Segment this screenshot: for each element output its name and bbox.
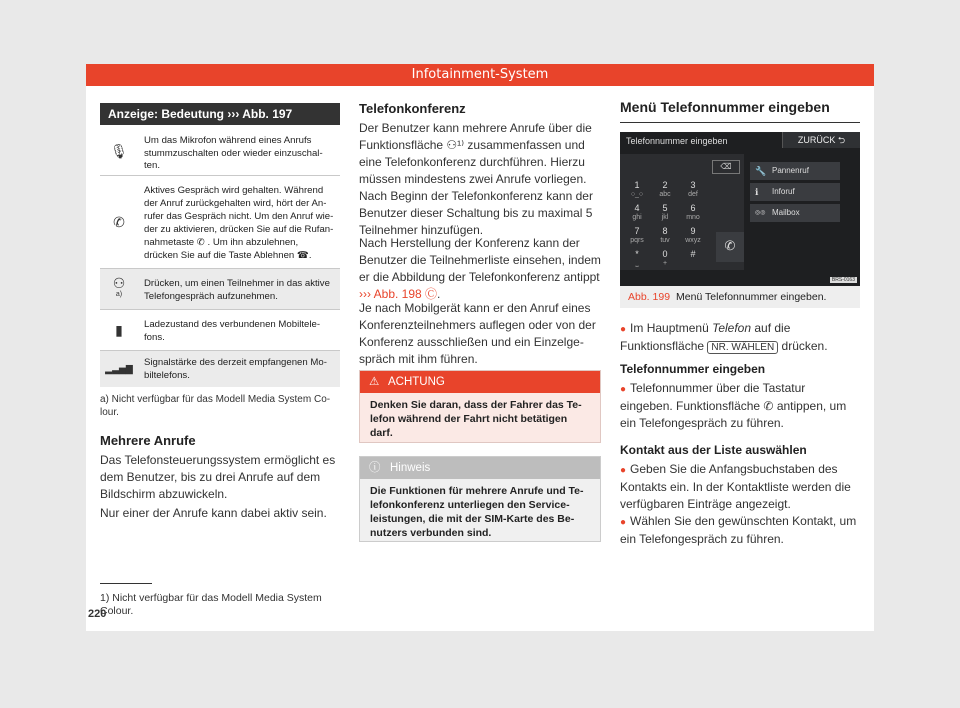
sub-heading: Kontakt aus der Liste auswählen xyxy=(620,443,807,457)
wrench-icon: 🔧 xyxy=(755,166,767,176)
battery-icon: ▮ xyxy=(115,321,123,338)
keypad-key[interactable]: 2 abc xyxy=(659,180,671,198)
table-cell-text: Drücken, um einen Teilnehmer in das aktive Telefongespräch aufzunehmen. xyxy=(144,278,330,302)
inforuf-button[interactable]: ℹ Inforuf xyxy=(750,183,840,201)
paragraph: Das Telefonsteuerungssystem ermöglicht es dem Benutzer, bis zu drei Anrufe auf dem Bildschirm abzuwickeln. xyxy=(100,453,336,501)
table-heading: Anzeige: Bedeutung ››› Abb. 197 xyxy=(100,103,340,125)
section-title: Telefonkonferenz xyxy=(359,101,466,116)
voicemail-icon: ◎◎ xyxy=(755,210,766,216)
keypad-key[interactable]: 8 tuv xyxy=(660,226,670,244)
keypad-key[interactable]: 4 ghi xyxy=(632,203,642,221)
mailbox-button[interactable]: ◎◎ Mailbox xyxy=(750,204,840,222)
keypad-key[interactable]: 1 ○_○ xyxy=(630,180,644,198)
page-number: 220 xyxy=(88,608,107,620)
call-key[interactable]: ✆ xyxy=(716,232,744,262)
figure-reference-link[interactable]: ››› Abb. 198 Ⓒ xyxy=(359,287,438,301)
conference-icon: ⚇ a) xyxy=(100,269,138,309)
keypad-key[interactable]: * ⎵ xyxy=(635,249,639,267)
table-cell-text: Aktives Gespräch wird gehalten. Während der Anruf zurückgehalten wird, hört der Anrufer das Gespräch nicht. Um den Anruf wieder zu aktivieren, drücken Sie auf die Rufannahmetaste ✆ . Um ihn abzulehnen, drücken Sie auf die Taste Ablehnen ☎. xyxy=(144,185,334,261)
keypad-key[interactable]: 7 pqrs xyxy=(630,226,644,244)
warning-header: ⚠ ACHTUNG xyxy=(360,371,600,393)
bullet-item: ● Im Hauptmenü Telefon auf die Funktionsfläche NR. WÄHLEN drücken. xyxy=(620,321,828,353)
paragraph: Je nach Mobilgerät kann er den Anruf eines Konferenzteilnehmers auflegen oder von der Konferenz ausschließen und ein Einzelgespräch mit ihm führen. xyxy=(359,301,596,366)
page-footnote: 1) Nicht verfügbar für das Modell Media System Colour. xyxy=(100,592,322,617)
table-row xyxy=(100,127,340,175)
infotainment-screen xyxy=(620,132,860,286)
hint-text: Die Funktionen für mehrere Anrufe und Telefonkonferenz unterliegen den Serviceleistungen, die mit der SIM-Karte des Benutzers verbunden sind. xyxy=(370,485,584,539)
signal-strength-icon: ▂▃▅▇ xyxy=(105,363,133,374)
table-cell-text: Um das Mikrofon während eines Anrufs stummzuschalten oder wieder einzuschalten. xyxy=(144,135,323,171)
footnote-marker: a) xyxy=(115,291,123,298)
paragraph: Nur einer der Anrufe kann dabei aktiv sein. xyxy=(100,506,327,520)
keypad-key[interactable]: 3 def xyxy=(688,180,698,198)
image-code: BRS-0163 xyxy=(831,277,855,283)
table-row xyxy=(100,269,340,309)
table-row xyxy=(100,176,340,268)
back-button[interactable]: ZURÜCK ⮌ xyxy=(782,132,860,148)
bullet-item: ● Geben Sie die Anfangsbuchstaben des Kontakts ein. In der Kontaktliste werden die verfügbaren Einträge angezeigt. xyxy=(620,462,851,511)
keypad-key[interactable]: 9 wxyz xyxy=(685,226,701,244)
bullet-icon: ● xyxy=(620,384,627,395)
table-footnote: a) Nicht verfügbar für das Modell Media System Colour. xyxy=(100,394,331,418)
keypad-key[interactable]: 5 jkl xyxy=(661,203,669,221)
bullet-icon: ● xyxy=(620,517,627,528)
hint-box xyxy=(359,456,601,542)
nr-waehlen-key: NR. WÄHLEN xyxy=(707,341,778,354)
microphone-off-icon: 🎙 xyxy=(110,142,128,159)
section-title: Mehrere Anrufe xyxy=(100,433,196,448)
hint-header: ⓘ Hinweis xyxy=(360,457,600,479)
phone-hold-icon: ✆ xyxy=(113,213,125,230)
divider xyxy=(620,122,860,123)
warning-text: Denken Sie daran, dass der Fahrer das Telefon während der Fahrt nicht betätigen darf. xyxy=(370,399,582,439)
sub-heading: Telefonnummer eingeben xyxy=(620,362,766,376)
paragraph: Der Benutzer kann mehrere Anrufe über die Funktionsfläche ⚇¹⁾ zusammenfassen und eine Telefonkonferenz durchführen. Hierzu müssen mindestens zwei Anrufe vorliegen. Nach Beginn der Telefonkonferenz kann der Benutzer dieser Schaltung bis zu maximal 5 Teilnehmer hinzufügen. xyxy=(359,121,593,237)
table-cell-text: Signalstärke des derzeit empfangenen Mobiltelefons. xyxy=(144,357,327,381)
keypad-key[interactable]: 6 mno xyxy=(686,203,700,221)
keypad-key[interactable]: # xyxy=(690,249,696,259)
pannenruf-button[interactable]: 🔧 Pannenruf xyxy=(750,162,840,180)
bullet-icon: ● xyxy=(620,465,627,476)
info-icon: ⓘ xyxy=(369,462,381,474)
info-icon: ℹ xyxy=(755,187,759,197)
warning-box xyxy=(359,370,601,443)
warning-triangle-icon: ⚠ xyxy=(369,376,380,388)
footnote-rule xyxy=(100,583,152,584)
keypad-key[interactable]: 0 + xyxy=(662,249,668,267)
section-title: Menü Telefonnummer eingeben xyxy=(620,99,830,115)
table-row xyxy=(100,310,340,350)
table-row xyxy=(100,351,340,387)
bullet-icon: ● xyxy=(620,324,627,335)
page-header: Infotainment-System xyxy=(86,64,874,86)
delete-key[interactable]: ⌫ xyxy=(712,160,740,174)
bullet-item: ● Telefonnummer über die Tastatur eingeben. Funktionsfläche ✆ antippen, um ein Telefongespräch zu führen. xyxy=(620,381,847,430)
figure-caption: Abb. 199 Menü Telefonnummer eingeben. xyxy=(620,286,860,308)
paragraph: Nach Herstellung der Konferenz kann der Benutzer die Teilnehmerliste einsehen, indem er die Abbildung der Telefonkonferenz antippt ››› Abb. 198 Ⓒ. xyxy=(359,236,601,301)
table-cell-text: Ladezustand des verbundenen Mobiltelefons. xyxy=(144,319,321,343)
screen-title: Telefonnummer eingeben xyxy=(626,136,728,146)
figure-number: Abb. 199 xyxy=(628,291,671,303)
bullet-item: ● Wählen Sie den gewünschten Kontakt, um ein Telefongespräch zu führen. xyxy=(620,514,857,546)
